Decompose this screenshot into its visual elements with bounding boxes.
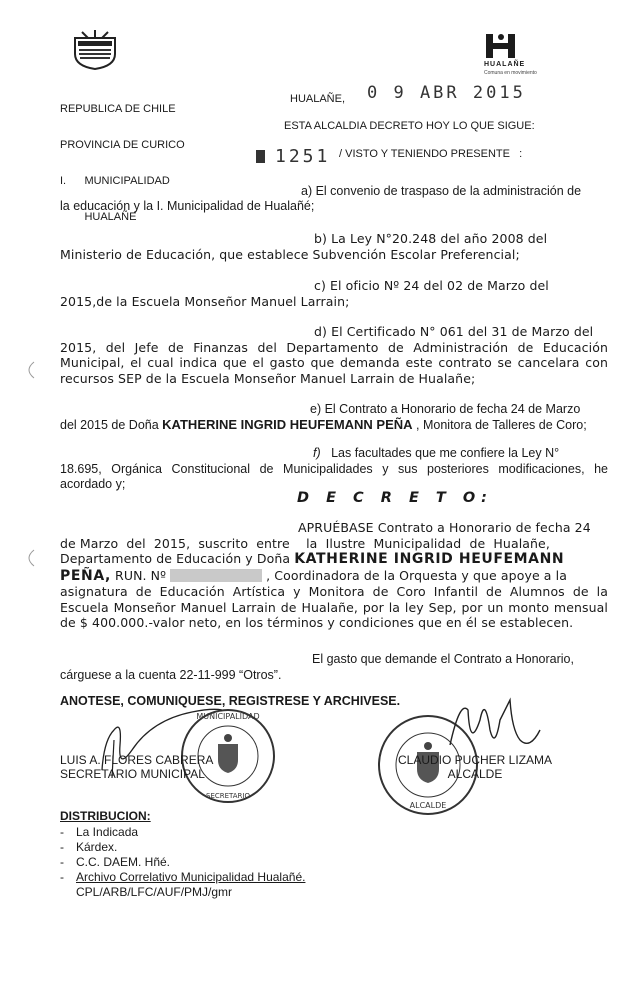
gasto [60, 652, 608, 683]
gasto-first: El gasto que demande el Contrato a Honorario, [312, 652, 574, 666]
list-item-label: C.C. DAEM. Hñé. [76, 855, 171, 869]
visto-e [60, 402, 608, 433]
visto-a-rest: la educación y la I. Municipalidad de Hualañé; [60, 199, 315, 213]
place: HUALAÑE, [290, 93, 346, 105]
resolution-line4-post: , Coordinadora de la Orquesta y que apoye a la [266, 567, 567, 583]
visto-d-first: d) El Certificado N° 061 del 31 de Marzo del [314, 324, 594, 339]
gasto-rest: cárguese a la cuenta 22-11-999 “Otros”. [60, 668, 282, 682]
date-stamp: 0 9 ABR 2015 [367, 83, 526, 103]
visto-a-first: a) El convenio de traspaso de la administración de [301, 184, 582, 198]
contractor-surname-bold: PEÑA, [60, 567, 111, 584]
resolution-line3-pre: Departamento de Educación y Doña [60, 551, 295, 566]
mayor-title: ALCALDE [447, 767, 503, 781]
visto-c [60, 278, 608, 309]
decreto-title: D E C R E T O: [297, 490, 493, 506]
list-item: - La Indicada [60, 825, 139, 839]
header-line: I. MUNICIPALIDAD [60, 175, 170, 187]
visto-a [60, 184, 608, 214]
visto-e-second [60, 417, 608, 433]
initials [60, 885, 305, 900]
mayor-block [398, 753, 552, 781]
secretary-title: SECRETARIO MUNICIPAL [60, 767, 205, 781]
distribution-title: DISTRIBUCION: [60, 809, 151, 823]
decree-number [256, 146, 330, 167]
intro-text: ESTA ALCALDIA DECRETO HOY LO QUE SIGUE: [284, 120, 535, 132]
list-item-label: Kárdex. [76, 840, 118, 854]
redacted-run [170, 569, 262, 582]
visto-header: / VISTO Y TENIENDO PRESENTE : [339, 148, 523, 160]
header-line: PROVINCIA DE CURICO [60, 139, 185, 151]
visto-c-first: c) El oficio Nº 24 del 02 de Marzo del [314, 278, 549, 293]
resolution-line2: de Marzo del 2015, suscrito entre la Ilustre Municipalidad de Hualañe, [60, 535, 550, 551]
closing-statement: ANOTESE, COMUNIQUESE, REGISTRESE Y ARCHIVESE. [60, 694, 401, 708]
run-label: RUN. Nº [110, 567, 167, 583]
visto-b-first: b) La Ley N°20.248 del año 2008 del [314, 231, 548, 246]
contractor-name: KATHERINE INGRID HEUFEMANN PEÑA [162, 417, 413, 432]
stamp-mark-icon [256, 150, 265, 163]
secretary-name: LUIS A. FLORES CABRERA [60, 753, 214, 767]
header-line: REPUBLICA DE CHILE [60, 103, 176, 115]
visto-f-label: f) [313, 446, 321, 460]
resolution-rest: asignatura de Educación Artística y Monitora de Coro Infantil de Alumnos de la Escuela Monseñor Manuel Larrain de Hualañe, por la ley Sep, por un monto mensual de $ 400.000.-valor neto, en los términos y condiciones que en él se establecen. [60, 584, 608, 630]
contractor-name-bold: KATHERINE INGRID HEUFEMANN [294, 551, 565, 567]
mayor-name: CLAUDIO PUCHER LIZAMA [398, 753, 553, 767]
visto-e-first: e) El Contrato a Honorario de fecha 24 de Marzo [310, 402, 581, 416]
visto-f-first-text: Las facultades que me confiere la Ley N° [331, 446, 560, 460]
visto-f-first [60, 446, 608, 461]
list-item-label: La Indicada [76, 825, 139, 839]
visto-c-rest: 2015,de la Escuela Monseñor Manuel Larrain; [60, 293, 350, 309]
visto-d [60, 324, 608, 386]
punch-hole-icon [22, 360, 36, 380]
svg-text:MUNICIPALIDAD: MUNICIPALIDAD [196, 712, 260, 721]
resolution-line3 [60, 551, 608, 568]
visto-f-rest: 18.695, Orgánica Constitucional de Municipalidades y sus posteriores modificaciones, he acordado y; [60, 462, 608, 491]
decree-number-value: 1251 [275, 146, 331, 167]
resolution [60, 520, 608, 631]
svg-text:ALCALDE: ALCALDE [409, 801, 447, 810]
list-item-label: Archivo Correlativo Municipalidad Hualañé. [76, 870, 306, 884]
resolution-first: APRUÉBASE Contrato a Honorario de fecha 24 [298, 520, 591, 535]
logo-text: HUALAÑE [484, 61, 526, 68]
header-line: HUALAÑE [60, 211, 137, 223]
visto-b [60, 231, 608, 262]
visto-e-post: , Monitora de Talleres de Coro; [412, 418, 587, 432]
visto-f [60, 446, 608, 492]
logo-tagline: Comuna en movimiento [484, 70, 537, 76]
list-item: - Archivo Correlativo Municipalidad Hualañé. [60, 870, 306, 884]
list-item: - Kárdex. [60, 840, 118, 854]
hualane-logo-icon [484, 32, 520, 60]
secretary-block [60, 753, 213, 781]
svg-text:SECRETARIO: SECRETARIO [206, 792, 250, 800]
visto-b-rest: Ministerio de Educación, que establece Subvención Escolar Preferencial; [60, 246, 520, 262]
municipal-crest-icon [70, 30, 120, 70]
visto-d-rest: 2015, del Jefe de Finanzas del Departamento de Administración de Educación Municipal, el cual indica que el gasto que demanda este contrato se cancelara con recursos SEP de la Escuela Monseñor Manuel Larrain de Hualañe; [60, 339, 608, 386]
visto-e-pre: del 2015 de Doña [60, 418, 163, 432]
resolution-line4 [60, 568, 608, 585]
initials-text: CPL/ARB/LFC/AUF/PMJ/gmr [76, 885, 233, 899]
distribution-list [60, 825, 305, 900]
list-item: - C.C. DAEM. Hñé. [60, 855, 171, 869]
punch-hole-icon [22, 548, 36, 568]
mayor-signature-icon [440, 690, 560, 760]
